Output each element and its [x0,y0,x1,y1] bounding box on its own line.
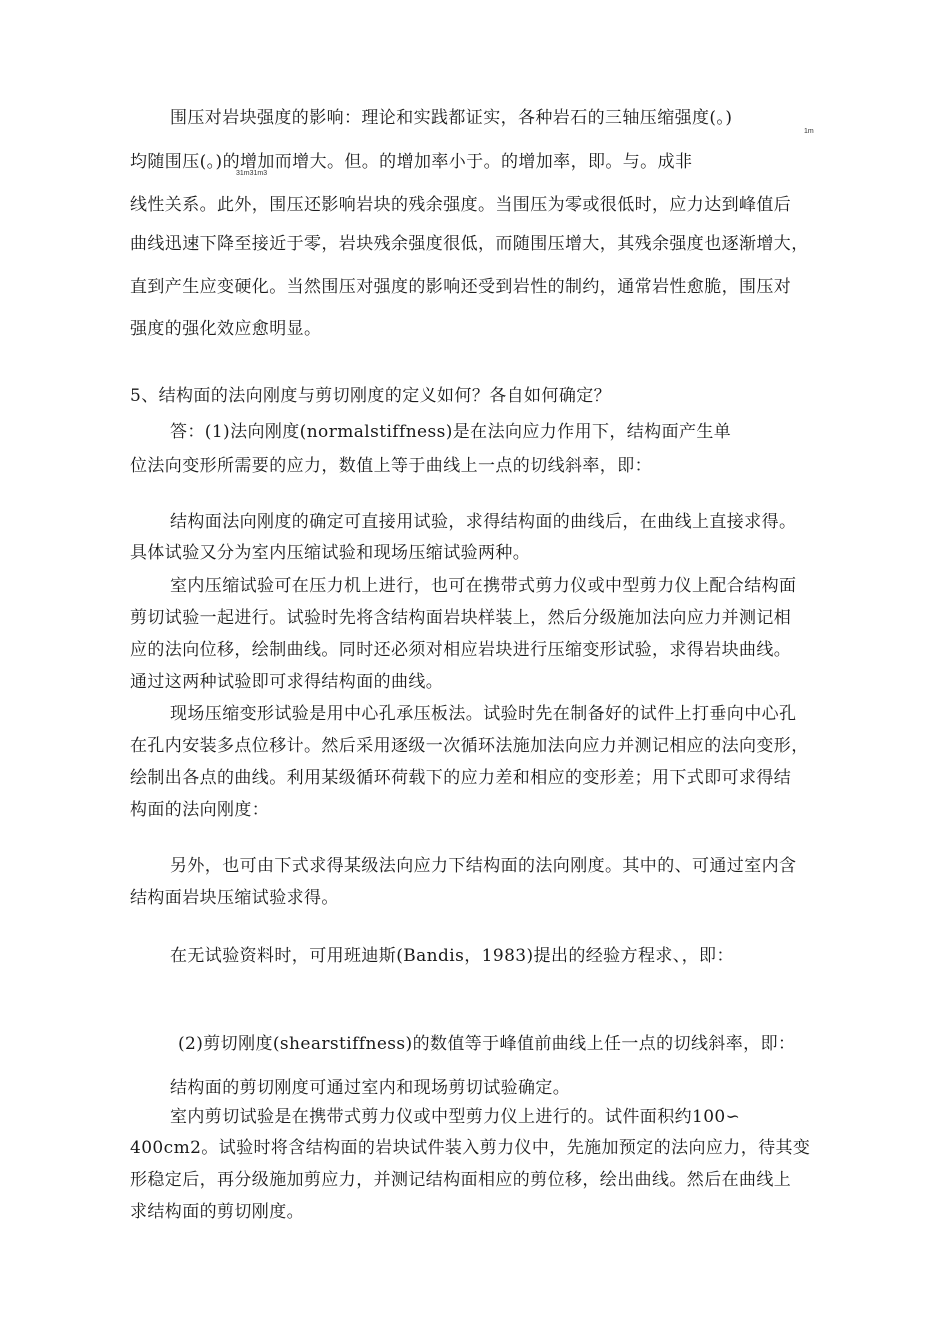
text-line: 结构面岩块压缩试验求得。 [130,888,339,908]
text-line: 形稳定后，再分级施加剪应力，并测记结构面相应的剪位移，绘出曲线。然后在曲线上 [130,1170,792,1190]
text-line: 通过这两种试验即可求得结构面的曲线。 [130,672,444,692]
subscript-note: 1m [804,128,814,135]
text-line: 围压对岩块强度的影响：理论和实践都证实，各种岩石的三轴压缩强度(。) [170,108,733,128]
text-line: 均随围压(。)的增加而增大。但。的增加率小于。的增加率，即。与。成非 [130,152,693,172]
text-line: 求结构面的剪切刚度。 [130,1202,304,1222]
text-line: 现场压缩变形试验是用中心孔承压板法。试验时先在制备好的试件上打垂向中心孔 [170,704,797,724]
text-line: 结构面法向刚度的确定可直接用试验，求得结构面的曲线后，在曲线上直接求得。 [170,512,797,532]
text-line: 强度的强化效应愈明显。 [130,319,322,339]
text-line: 室内压缩试验可在压力机上进行，也可在携带式剪力仪或中型剪力仪上配合结构面 [170,576,797,596]
text-line: 曲线迅速下降至接近于零，岩块残余强度很低，而随围压增大，其残余强度也逐渐增大， [130,234,809,254]
text-line: 室内剪切试验是在携带式剪力仪或中型剪力仪上进行的。试件面积约100∽ [170,1107,741,1127]
text-line: (2)剪切刚度(shearstiffness)的数值等于峰值前曲线上任一点的切线斜率，即： [178,1034,796,1054]
text-line: 在孔内安装多点位移计。然后采用逐级一次循环法施加法向应力并测记相应的法向变形， [130,736,809,756]
text-line: 在无试验资料时，可用班迪斯(Bandis，1983)提出的经验方程求、，即： [170,946,734,966]
text-line: 构面的法向刚度： [130,800,270,820]
text-line: 位法向变形所需要的应力，数值上等于曲线上一点的切线斜率，即： [130,456,652,476]
text-line: 直到产生应变硬化。当然围压对强度的影响还受到岩性的制约，通常岩性愈脆，围压对 [130,277,792,297]
text-line: 具体试验又分为室内压缩试验和现场压缩试验两种。 [130,543,531,563]
text-line: 另外，也可由下式求得某级法向应力下结构面的法向刚度。其中的、可通过室内含 [170,856,797,876]
text-line: 应的法向位移，绘制曲线。同时还必须对相应岩块进行压缩变形试验，求得岩块曲线。 [130,640,792,660]
text-line: 剪切试验一起进行。试验时先将含结构面岩块样装上，然后分级施加法向应力并测记相 [130,608,792,628]
text-line: 400cm2。试验时将含结构面的岩块试件装入剪力仪中，先施加预定的法向应力，待其变 [130,1138,811,1158]
text-line: 结构面的剪切刚度可通过室内和现场剪切试验确定。 [170,1078,571,1098]
subscript-note: 31m31m3 [236,170,268,177]
text-line: 答：(1)法向刚度(normalstiffness)是在法向应力作用下，结构面产生单 [170,422,732,442]
question-heading: 5、结构面的法向刚度与剪切刚度的定义如何？各自如何确定？ [130,386,612,406]
text-line: 绘制出各点的曲线。利用某级循环荷载下的应力差和相应的变形差；用下式即可求得结 [130,768,792,788]
text-line: 线性关系。此外，围压还影响岩块的残余强度。当围压为零或很低时，应力达到峰值后 [130,195,792,215]
